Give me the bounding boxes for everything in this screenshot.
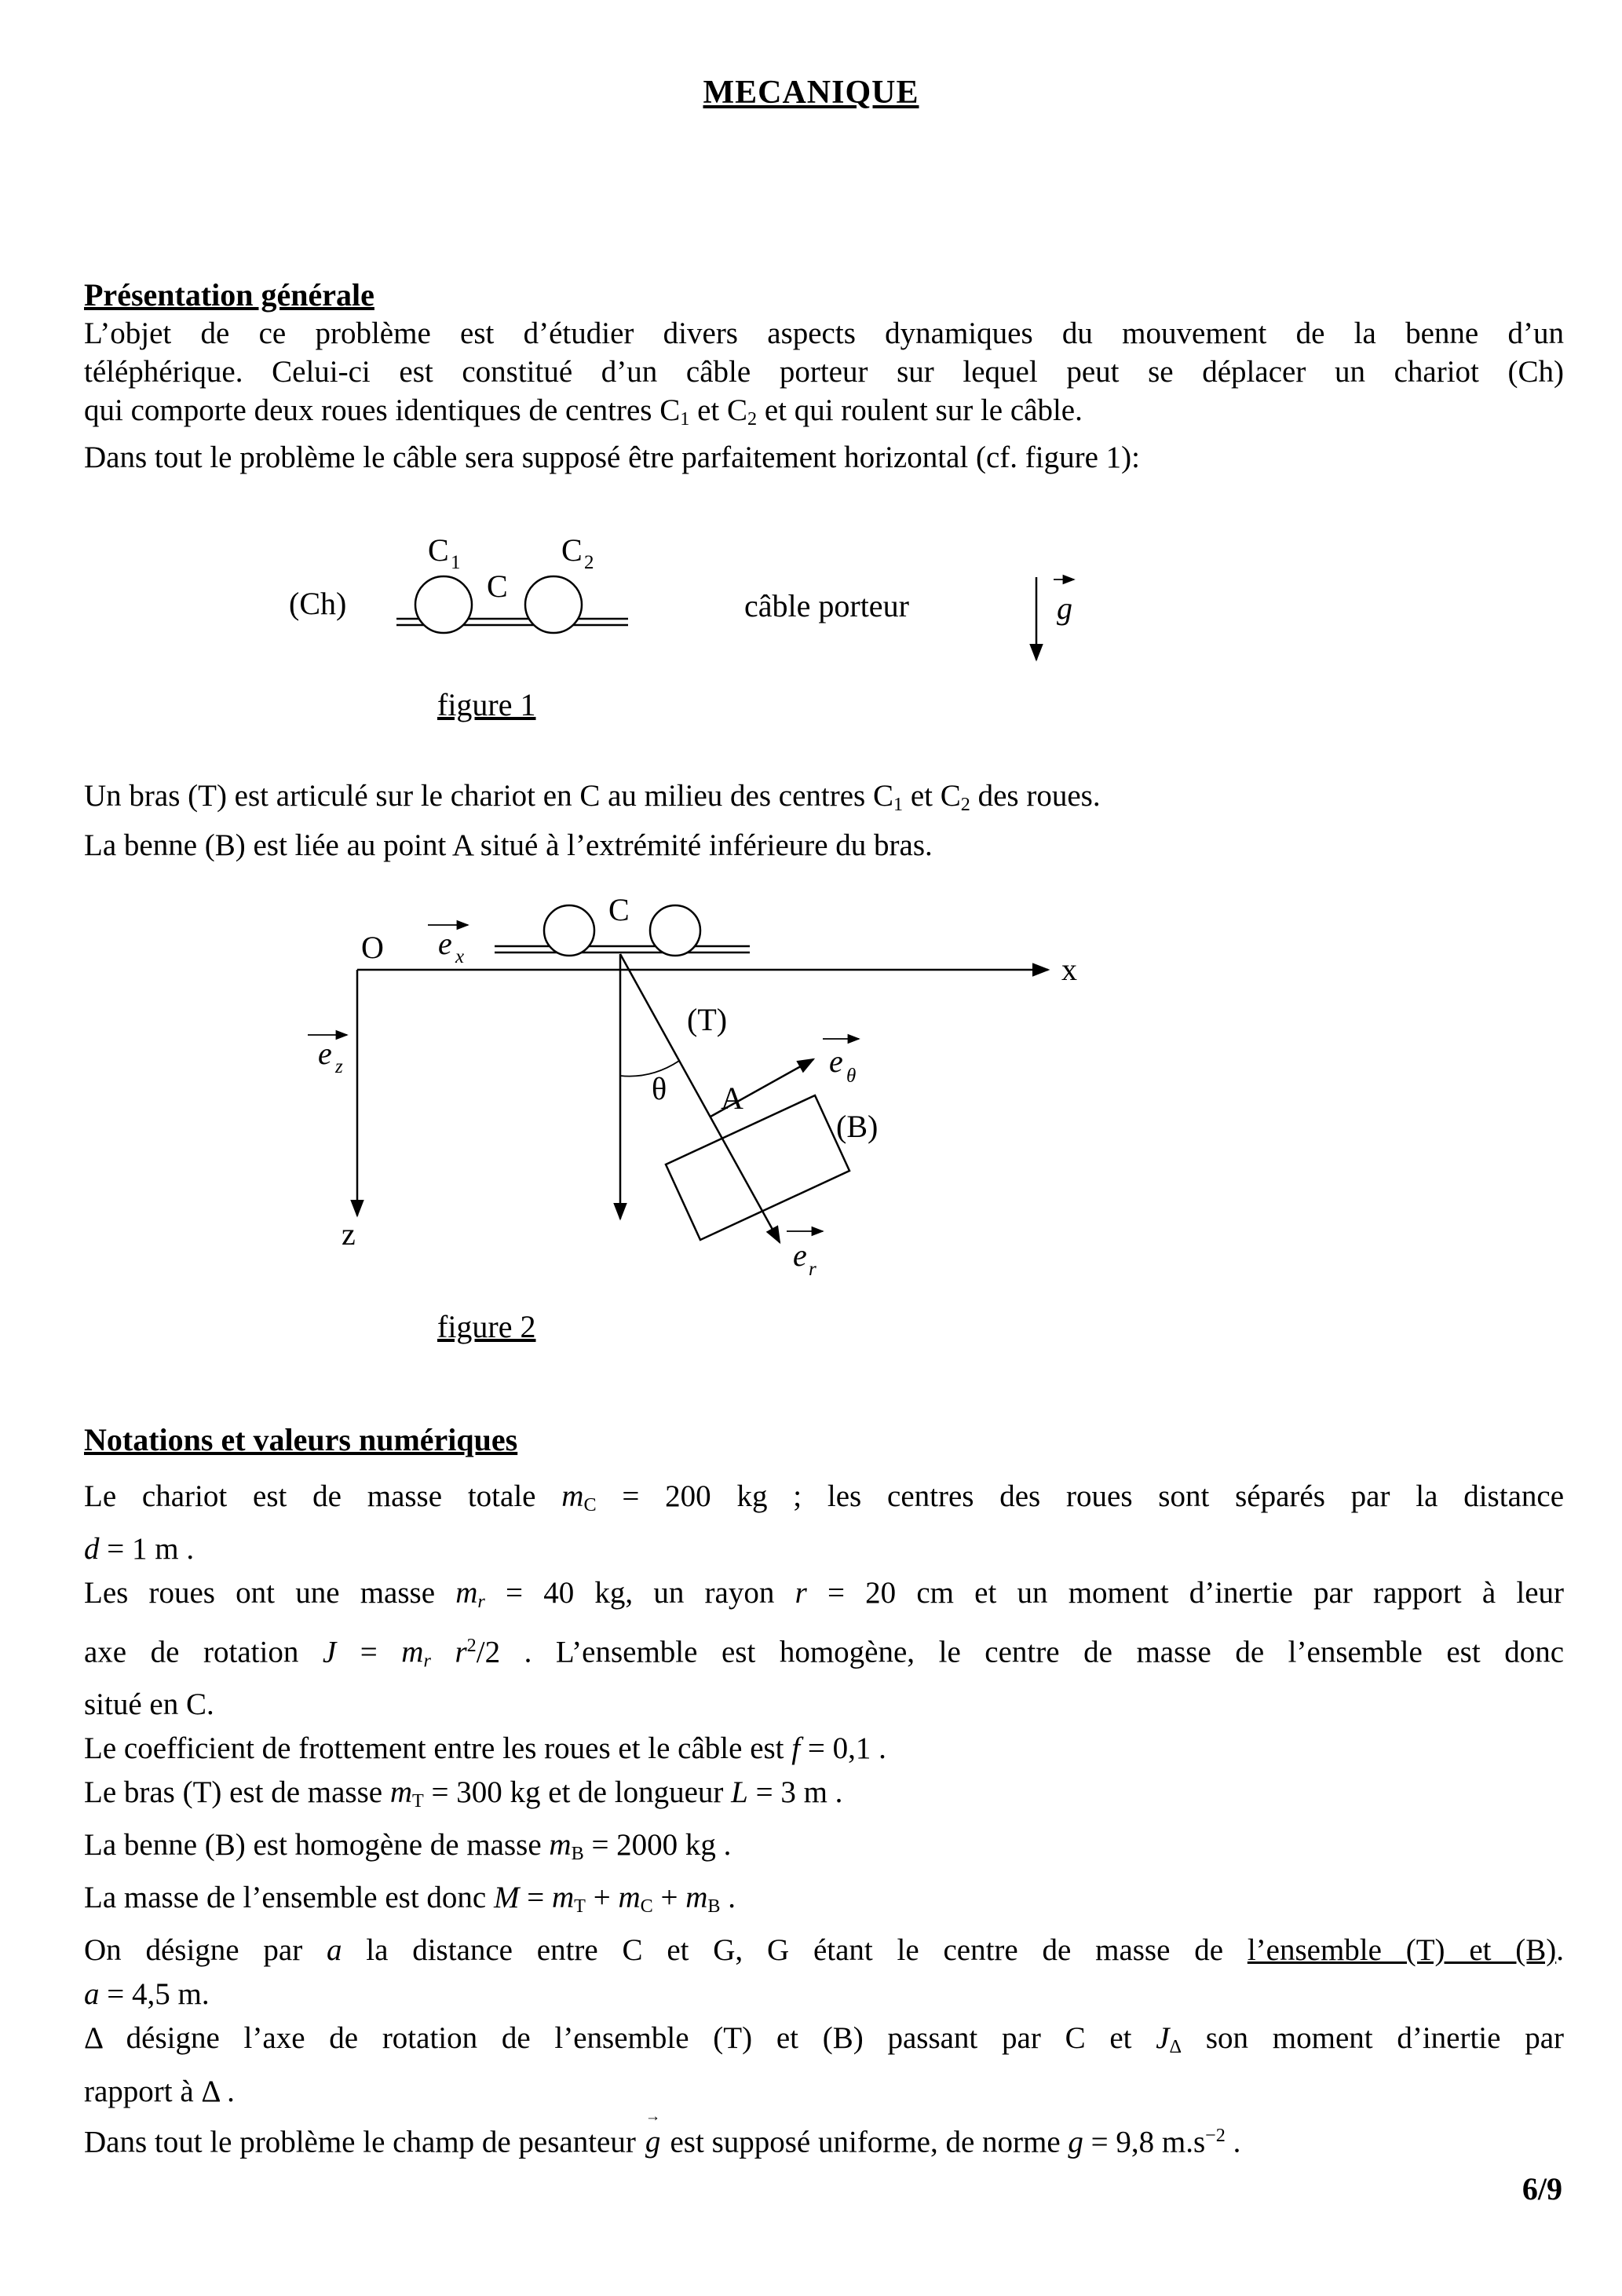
text-line: Dans tout le problème le champ de pesanteur g → est supposé uniforme, de norme g = 9,8 $m.s^{-2}$ .: [84, 2114, 1564, 2164]
figure1-c-label: C: [487, 569, 508, 604]
figure2-theta-label: θ: [652, 1071, 667, 1106]
figure-1-diagram: [118, 510, 1217, 726]
figure-1-caption: figure 1: [437, 687, 536, 722]
figure2-ex-label: e: [438, 926, 452, 961]
wheel-left: [544, 905, 594, 956]
text-line: L’objet de ce problème est d’étudier divers aspects dynamiques du mouvement de la benne d’un: [84, 316, 1564, 350]
wheel-c2: [525, 576, 582, 633]
text-line: rapport à Δ .: [84, 2074, 235, 2108]
theta-arc: [620, 1061, 679, 1077]
text-line: Le bras (T) est de masse $m_T = 300$ kg et de longueur L = 3 m .: [84, 1775, 843, 1812]
text-line: La benne (B) est liée au point A situé à l’extrémité inférieure du bras.: [84, 828, 933, 863]
figure2-ez-label: e: [318, 1036, 332, 1071]
text-line: téléphérique. Celui-ci est constitué d’un câble porteur sur lequel peut se déplacer un chariot (Ch): [84, 355, 1564, 389]
section-heading-presentation: Présentation générale: [84, 277, 374, 313]
figure1-c2-label: C: [561, 532, 583, 568]
text-line: On désigne par a la distance entre C et G, G étant le centre de masse de l’ensemble (T) et (B).: [84, 1933, 1564, 1968]
figure-2-caption: figure 2: [437, 1309, 536, 1344]
text-line: Les roues ont une masse $m_r = 40$ kg, un rayon r = 20 cm et un moment d’inertie par rapport à leur: [84, 1576, 1564, 1613]
figure1-g-label: g: [1057, 590, 1072, 626]
figure2-b-label: (B): [836, 1109, 879, 1144]
text-line: La masse de l’ensemble est donc $M = m_T + m_C + m_B$ .: [84, 1881, 736, 1918]
text-line: situé en C.: [84, 1687, 214, 1722]
figure2-a-label: A: [721, 1080, 743, 1116]
text-line: d = 1 m .: [84, 1532, 195, 1567]
presentation-paragraph-1: [84, 314, 1564, 477]
text-line: La benne (B) est homogène de masse $m_B = 2000$ kg .: [84, 1828, 732, 1865]
figure1-c1-label: C: [428, 532, 449, 568]
figure2-ez-sub: z: [335, 1056, 343, 1077]
figure2-etheta-sub: θ: [846, 1066, 857, 1087]
figure1-chariot-label: (Ch): [289, 586, 347, 621]
text-line: Le chariot est de masse totale $m_C = 200$ kg ; les centres des roues sont séparés par la distance: [84, 1479, 1564, 1516]
wheel-right: [650, 905, 700, 956]
figure2-x-axis-label: x: [1061, 952, 1077, 987]
figure2-etheta-label: e: [829, 1044, 843, 1079]
figure1-c1-sub: 1: [451, 552, 461, 573]
text-line: Δ désigne l’axe de rotation de l’ensemble (T) et (B) passant par C et $J_\Delta$ son moment d’inertie par: [84, 2021, 1564, 2058]
presentation-paragraph-2: [84, 776, 1564, 866]
figure2-origin-label: O: [361, 930, 384, 965]
text-line: Dans tout le problème le câble sera supposé être parfaitement horizontal (cf. figure 1):: [84, 441, 1140, 475]
notations-paragraphs: [84, 1475, 1564, 2164]
document-title: MECANIQUE: [703, 75, 919, 111]
text-line: qui comporte deux roues identiques de centres $C_1$ et $C_2$ et qui roulent sur le câble.: [84, 393, 1083, 430]
figure2-z-axis-label: z: [342, 1216, 356, 1252]
page-number: 6/9: [1522, 2171, 1562, 2206]
figure1-c2-sub: 2: [584, 552, 594, 573]
figure2-er-sub: r: [809, 1259, 816, 1280]
bar-er-arrow: [620, 954, 780, 1242]
wheel-c1: [415, 576, 472, 633]
text-line: Un bras (T) est articulé sur le chariot en C au milieu des centres $C_1$ et $C_2$ des roues.: [84, 779, 1101, 816]
figure-1-svg: [118, 510, 1217, 722]
benne-rectangle: [666, 1095, 849, 1240]
figure2-ex-sub: x: [455, 946, 465, 967]
figure1-cable-label: câble porteur: [744, 588, 909, 623]
figure2-er-label: e: [793, 1238, 807, 1273]
figure-2-svg: [259, 879, 1162, 1335]
text-line: axe de rotation $J = m_r$ $r^2/2$ . L’ensemble est homogène, le centre de masse de l’ensemble est donc: [84, 1635, 1565, 1672]
text-line: a = 4,5 m.: [84, 1977, 210, 2012]
figure2-bar-label: (T): [687, 1002, 728, 1037]
section-heading-notations: Notations et valeurs numériques: [84, 1422, 518, 1457]
figure-2-diagram: [259, 879, 1162, 1339]
figure2-c-label: C: [608, 892, 630, 927]
text-line: Le coefficient de frottement entre les roues et le câble est f = 0,1 .: [84, 1731, 886, 1766]
